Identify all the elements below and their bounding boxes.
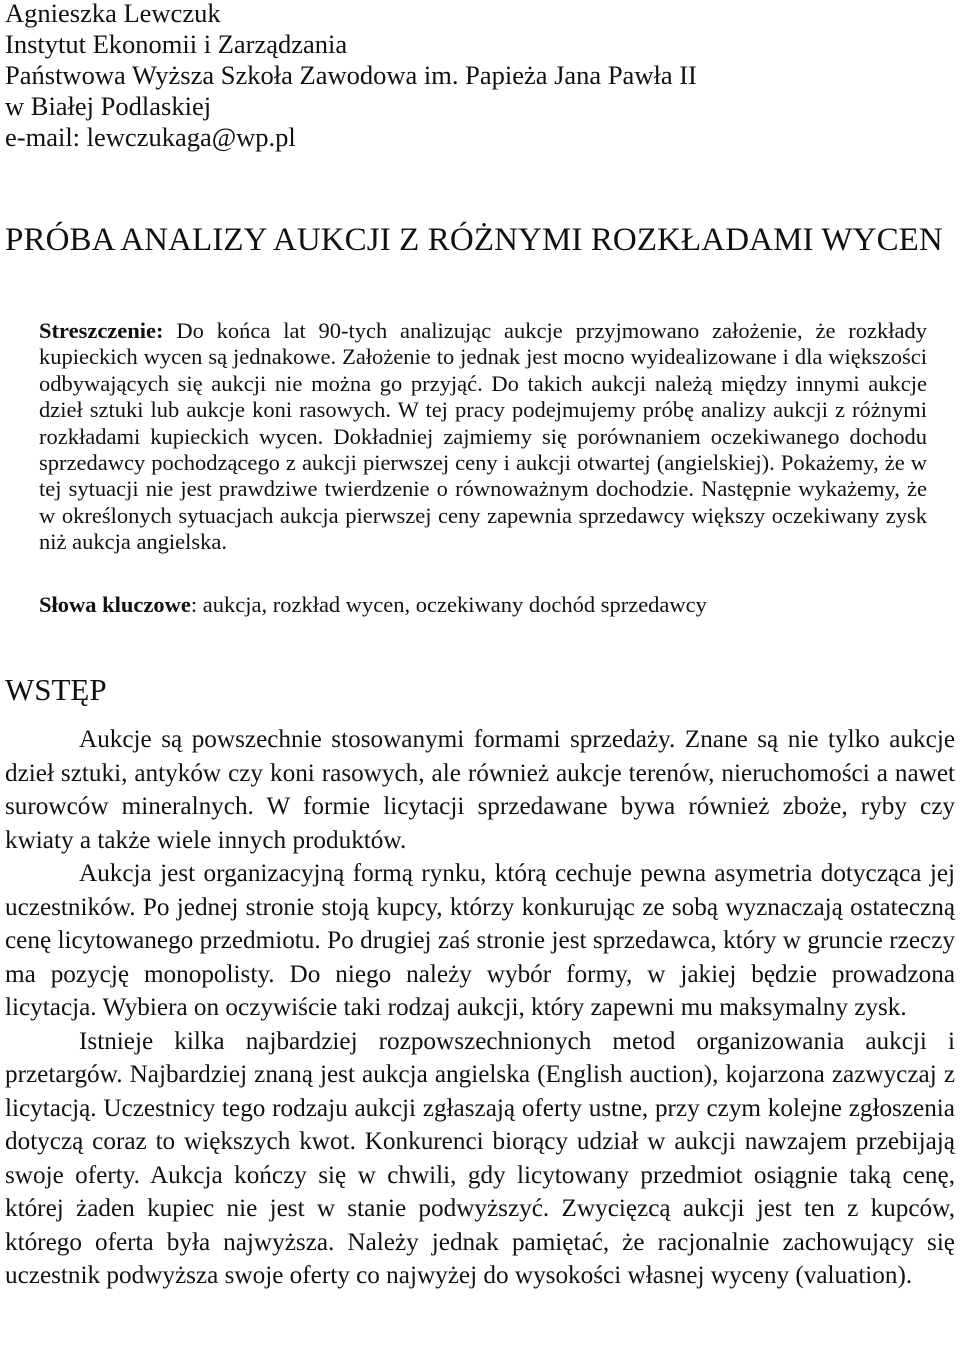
abstract-label: Streszczenie: [39, 318, 164, 343]
section-body [5, 723, 955, 1293]
author-school: Państwowa Wyższa Szkoła Zawodowa im. Papieża Jana Pawła II [5, 60, 697, 90]
author-email: e-mail: lewczukaga@wp.pl [5, 122, 296, 152]
keywords-text: : aukcja, rozkład wycen, oczekiwany dochód sprzedawcy [190, 592, 707, 617]
abstract [39, 318, 927, 556]
author-block [5, 0, 697, 153]
author-institute: Instytut Ekonomii i Zarządzania [5, 29, 348, 59]
paragraph: Aukcja jest organizacyjną formą rynku, którą cechuje pewna asymetria dotycząca jej uczestników. Po jednej stronie stoją kupcy, którzy konkurując ze sobą wyznaczają ostateczną cenę licytowanego przedmiotu. Po drugiej zaś stronie jest sprzedawca, który w gruncie rzeczy ma pozycję monopolisty. Do niego należy wybór formy, w jakiej będzie prowadzona licytacja. Wybiera on oczywiście taki rodzaj aukcji, który zapewni mu maksymalny zysk. [5, 860, 955, 1021]
keywords-label: Słowa kluczowe [39, 592, 191, 617]
paragraph: Aukcje są powszechnie stosowanymi formami sprzedaży. Znane są nie tylko aukcje dzieł sztuki, antyków czy koni rasowych, ale również aukcje terenów, nieruchomości a nawet surowców mineralnych. W formie licytacji sprzedawane bywa również zboże, ryby czy kwiaty a także wiele innych produktów. [5, 726, 955, 854]
author-city: w Białej Podlaskiej [5, 91, 212, 121]
keywords [39, 590, 927, 620]
paper-title: PRÓBA ANALIZY AUKCJI Z RÓŻNYMI ROZKŁADAMI WYCEN [5, 222, 943, 258]
section-title: WSTĘP [5, 672, 107, 707]
abstract-text: Do końca lat 90-tych analizując aukcje przyjmowano założenie, że rozkłady kupieckich wycen są jednakowe. Założenie to jednak jest mocno wyidealizowane i dla większości odbywających się aukcji nie można go przyjąć. Do takich aukcji należą między innymi aukcje dzieł sztuki lub aukcje koni rasowych. W tej pracy podejmujemy próbę analizy aukcji z różnymi rozkładami kupieckich wycen. Dokładniej zajmiemy się porównaniem oczekiwanego dochodu sprzedawcy pochodzącego z aukcji pierwszej ceny i aukcji otwartej (angielskiej). Pokażemy, że w tej sytuacji nie jest prawdziwe twierdzenie o równoważnym dochodzie. Następnie wykażemy, że w określonych sytuacjach aukcja pierwszej ceny zapewnia sprzedawcy większy oczekiwany zysk niż aukcja angielska. [39, 318, 927, 555]
author-name: Agnieszka Lewczuk [5, 0, 221, 28]
paragraph: Istnieje kilka najbardziej rozpowszechnionych metod organizowania aukcji i przetargów. Najbardziej znaną jest aukcja angielska (English auction), kojarzona zazwyczaj z licytacją. Uczestnicy tego rodzaju aukcji zgłaszają oferty ustne, przy czym kolejne zgłoszenia dotyczą coraz to większych kwot. Konkurenci biorący udział w aukcji nawzajem przebijają swoje oferty. Aukcja kończy się w chwili, gdy licytowany przedmiot osiągnie taką cenę, której żaden kupiec nie jest w stanie podwyższyć. Zwycięzcą aukcji jest ten z kupców, którego oferta była najwyższa. Należy jednak pamiętać, że racjonalnie zachowujący się uczestnik podwyższa swoje oferty co najwyżej do wysokości własnej wyceny (valuation). [5, 1027, 955, 1289]
